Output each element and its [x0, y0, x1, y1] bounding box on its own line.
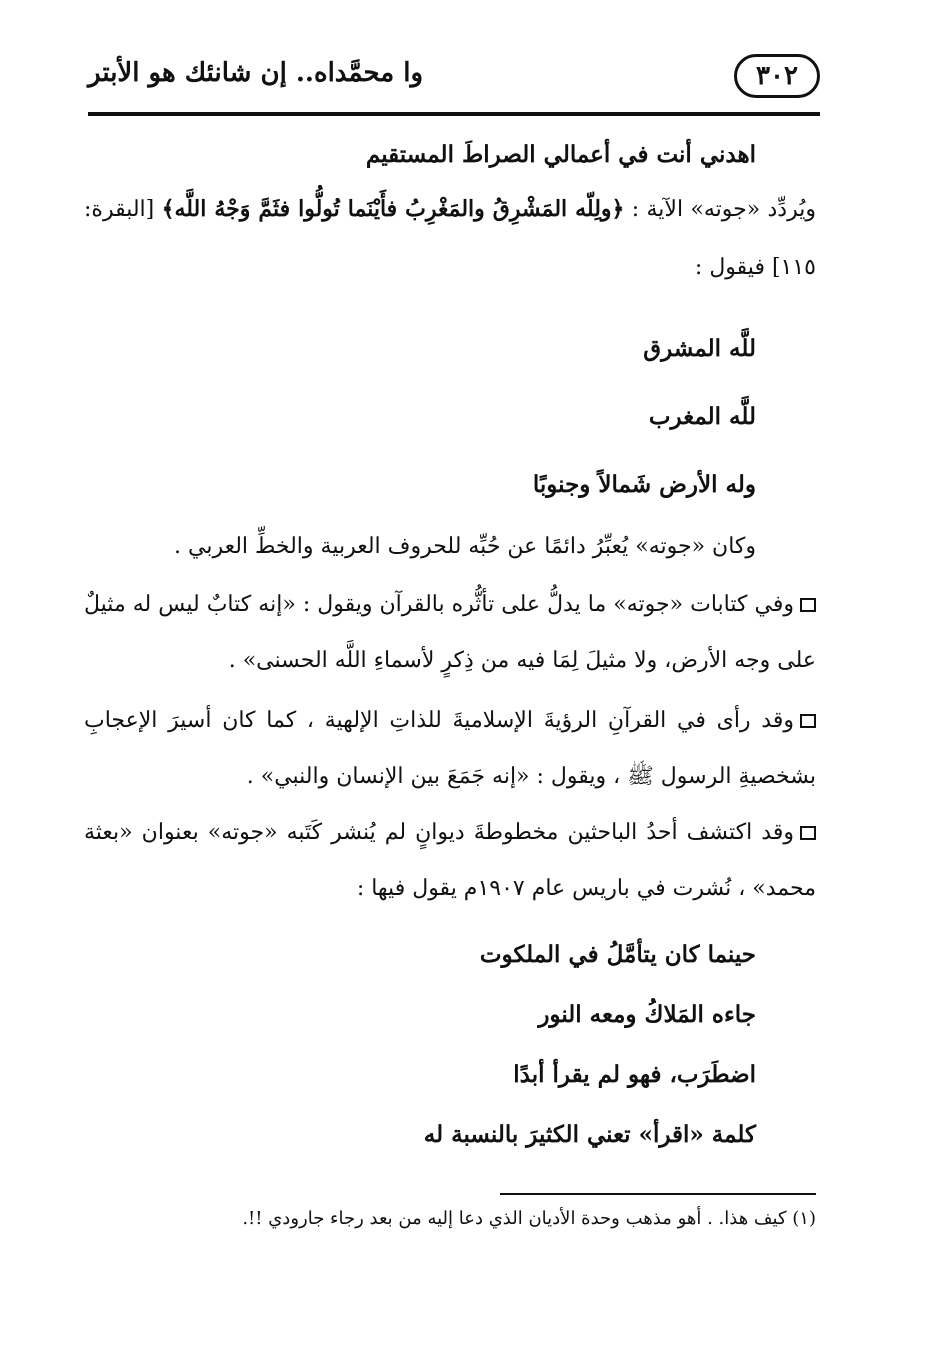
verse-earth: وله الأرض شَمالاً وجنوبًا	[532, 471, 756, 498]
quran-intro: ويُردِّد «جوته» الآية :	[631, 197, 816, 222]
running-title: وا محمَّداه.. إن شانئك هو الأبتر	[88, 58, 424, 88]
square-bullet-icon	[800, 826, 816, 840]
paragraph-islamic-vision: وقد رأى في القرآنِ الرؤيةَ الإسلاميةَ للذاتِ الإلهية ، كما كان أسيرَ الإعجابِ بشخصيةِ الرسول ﷺ ، ويقول : «إنه جَمَعَ بين الإنسان والنبي» .	[84, 708, 816, 789]
footnote-rule	[500, 1193, 816, 1195]
paragraph-manuscript: وقد اكتشف أحدُ الباحثين مخطوطةَ ديوانٍ لم يُنشر كَتَبه «جوته» بعنوان «بعثة محمد» ، نُشرت في باريس عام ١٩٠٧م يقول فيها :	[84, 820, 816, 901]
header-rule	[88, 112, 820, 116]
poem-line-3: اضطَرَب، فهو لم يقرأ أبدًا	[513, 1061, 756, 1088]
quran-paragraph	[84, 180, 816, 297]
poem-line-1: حينما كان يتأمَّلُ في الملكوت	[479, 941, 756, 968]
page-body	[84, 130, 816, 1165]
paragraph-quran-influence: وفي كتابات «جوته» ما يدلُّ على تأثُّره بالقرآن ويقول : «إنه كتابٌ ليس له مثيلٌ على وجه الأرض، ولا مثيلَ لِمَا فيه من ذِكرٍ لأسماءِ اللَّه الحسنى» .	[84, 592, 816, 673]
verse-west: للَّه المغرب	[648, 403, 756, 430]
quran-verse: ﴿ولِلّه المَشْرِقُ والمَغْرِبُ فأَيْنَما تُولُّوا فثَمَّ وَجْهُ اللَّه﴾	[161, 196, 625, 222]
square-bullet-icon	[800, 598, 816, 612]
page-number: ٣٠٢	[734, 54, 820, 98]
quran-reference: [البقرة: ١١٥] فيقول :	[84, 197, 816, 280]
footnote: (١) كيف هذا. . أهو مذهب وحدة الأديان الذي دعا إليه من بعد رجاء جارودي !!.	[242, 1208, 816, 1229]
square-bullet-icon	[800, 714, 816, 728]
poem-line-4: كلمة «اقرأ» تعني الكثيرَ بالنسبة له	[423, 1121, 756, 1148]
poem-line-2: جاءه المَلاكُ ومعه النور	[538, 1001, 756, 1028]
paragraph-calligraphy: وكان «جوته» يُعبِّرُ دائمًا عن حُبِّه للحروف العربية والخطِّ العربي .	[174, 534, 756, 559]
page-header	[88, 52, 820, 118]
verse-east: للَّه المشرق	[643, 335, 756, 362]
verse-line-1: اهدني أنت في أعمالي الصراطَ المستقيم	[365, 141, 756, 168]
